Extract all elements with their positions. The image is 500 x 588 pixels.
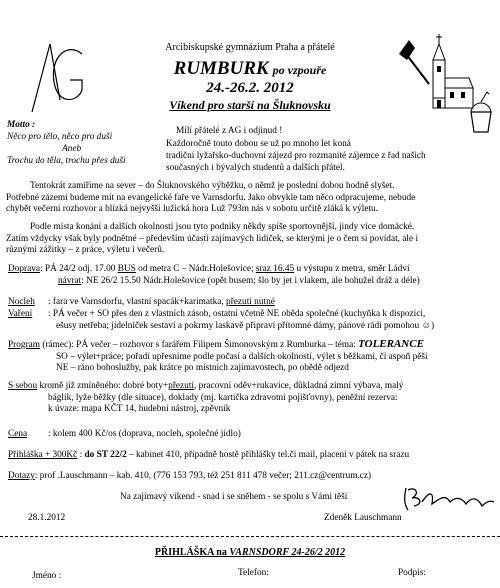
- transport-bus: BUS: [117, 264, 136, 274]
- registration-label: Přihláška + 300Kč: [8, 450, 78, 460]
- registration-line: Přihláška + 300Kč : do ST 22/2 – kabinet 410, případně hostě přihlášky tel.či mail, placení v pátek na srazu: [8, 450, 410, 460]
- registration-deadline: do ST 22/2: [84, 450, 127, 460]
- handwritten-signature: [400, 484, 495, 514]
- packing-label: S sebou: [8, 381, 38, 391]
- event-dates: 24.-26.2. 2012: [206, 80, 294, 96]
- event-subtitle: Víkend pro starší na Šluknovsku: [169, 98, 331, 112]
- slippers-required: přezutí nutné: [226, 297, 275, 307]
- lodging-line: Nocleh : fara ve Varnsdorfu, vlastní spacák+karimatka, přezutí nutné: [8, 297, 275, 307]
- signature-field[interactable]: [398, 568, 426, 580]
- price-line: Cena : kolem 400 Kč/os (doprava, nocleh, společné jídlo): [8, 429, 241, 439]
- church-icon: [433, 34, 473, 108]
- intro-line3: současných i bývalých studentů a dalších přátel.: [166, 163, 345, 173]
- packing-line3: k úvaze: mapa KČT 14, hudební nástroj, zpěvník: [48, 404, 231, 415]
- name-label: Jméno :: [32, 571, 62, 581]
- packing-section: [8, 381, 403, 416]
- price-label: Cena: [8, 429, 28, 439]
- paragraph1: [6, 181, 496, 216]
- cooking-section: [8, 309, 434, 332]
- work-church-illustration: [395, 28, 495, 138]
- packing-line1: S sebou kromě již zmíněného: dobré boty+přezutí, pracovní oděv+rukavice, důkladná zimní výbava, malý: [8, 381, 404, 391]
- cooking-label: Vaření: [8, 309, 33, 319]
- paragraph2-line2: Zatím vždycky však byly podnětné – především účastí zajímavých lidiček, se kterými je o čem si povídat, ale i: [6, 233, 419, 244]
- program-topic: TOLERANCE: [358, 338, 424, 350]
- transport-section: [8, 264, 420, 287]
- event-title: [100, 58, 400, 80]
- name-field[interactable]: [32, 571, 61, 583]
- motto-label: Motto :: [7, 120, 36, 130]
- cooking-line1: Vaření : PÁ večer + SO přes den z vlastních zásob, ostatní včetně NE oběda společné (kuchyňka k dispozici,: [8, 309, 426, 319]
- phone-label: Telefon:: [238, 568, 269, 578]
- title-main: RUMBURK: [173, 58, 269, 79]
- contact-line: Dotazy: prof .Lauschmann – kab. 410, (776 153 793, též 251 811 478 večer; 211.cz@centrum.cz): [8, 471, 372, 481]
- program-line3: NE – ráno bohoslužby, pak krátce po místních zajímavostech, po obědě odjezd: [56, 363, 349, 374]
- transport-label: Doprava: [8, 264, 41, 274]
- title-suffix: po vzpouře: [272, 63, 327, 77]
- paragraph1-line2: Potřebné zázemí budeme mít na evangelické faře ve Varnsdorfu. Jako obvykle tam něco odpracujeme, nebude: [6, 192, 416, 203]
- signer-name: Zdeněk Lauschmann: [324, 513, 402, 523]
- axe-icon: [399, 40, 429, 84]
- return-label: návrat: [58, 275, 82, 286]
- paragraph2-line3: různými zážitky – z práce, výletu i večerů.: [6, 245, 165, 256]
- contact-label: Dotazy: [8, 471, 35, 481]
- signature-label: Podpis:: [398, 568, 426, 578]
- motto-line1: Něco pro tělo, něco pro duši: [7, 132, 113, 142]
- form-heading: PŘIHLÁŠKA na VARNSDORF 24-26/2 2012: [154, 547, 346, 558]
- program-label: Program: [8, 340, 41, 350]
- lodging-label: Nocleh: [8, 297, 35, 307]
- program-section: [8, 339, 428, 375]
- intro-line1: Každoročně touto dobou se už po mnoho let koná: [166, 139, 351, 149]
- paragraph1-line1: Tentokrát zamíříme na sever – do Šluknovského výběžku, o němž je poslední dobou hodně slyšet.: [30, 181, 395, 191]
- greeting: Milí přátelé z AG i odjinud !: [176, 126, 283, 136]
- form-heading-event: VARNSDORF 24-26/2 2012: [229, 547, 346, 558]
- motto-line2: Aneb: [62, 144, 82, 154]
- ag-logo-graphic: [28, 40, 88, 120]
- packing-slippers: přezutí: [168, 381, 194, 391]
- organization-name: Arcibiskupské gymnázium Praha a přátelé: [165, 42, 335, 53]
- bucket-icon: [471, 92, 491, 132]
- paragraph1-line3: chybět večerní rozhovor a blízká nejvyšší lužická hora Luž 793m nás v sobotu určitě zláká k výletu.: [6, 204, 379, 215]
- transport-line1: Doprava: PÁ 24/2 odj. 17.00 BUS od metra C – Nádr.Holešovice; sraz 16.45 u výstupu z metra, směr Ládví: [8, 264, 410, 274]
- transport-line2: návrat: NE 26/2 15.50 Nádr.Holešovice (opět busem; šlo by jet i vlakem, ale bohužel dráž a déle): [58, 275, 420, 286]
- form-separator: [0, 536, 500, 537]
- document-date: 28.1.2012: [28, 513, 66, 523]
- paragraph2-line1: Podle místa konání a dalších okolností jsou tyto podniky někdy spíše sportovnější, jindy více domácké.: [30, 222, 415, 232]
- program-line2: SO – výlet+práce; pořadí upřesníme podle počasí a dalších okolností, výlet s běžkami, či aspoň pěší: [56, 351, 428, 362]
- ag-logo: [28, 40, 88, 120]
- program-line1: Program (rámec): PÁ večer – rozhovor s farářem Filipem Šimonovským z Rumburka – téma: TOLERANCE: [8, 338, 424, 350]
- intro-line2: tradiční lyžařsko-duchovní zájezd pro rozmanité zájemce z řad našich: [166, 151, 426, 161]
- closing-line: Na zajímavý víkend - snad i se sněhem - se spolu s Vámi těší: [120, 492, 348, 502]
- paragraph2: [6, 222, 496, 257]
- motto-line3: Trochu do těla, trochu přes duši: [7, 156, 126, 166]
- meeting-time: sraz 16.45: [255, 264, 295, 274]
- cooking-line2: ešusy netřeba; jídelníček sestaví a pokrmy laskavě připraví přítomné dámy, pánové rádi pomohou ☺): [56, 320, 435, 331]
- phone-field[interactable]: [238, 568, 269, 580]
- packing-line2: báglík, lyže běžky (dle situace), doklady (mj. kartička zdravotní pojišťovny), peněžní rezerva:: [48, 392, 398, 403]
